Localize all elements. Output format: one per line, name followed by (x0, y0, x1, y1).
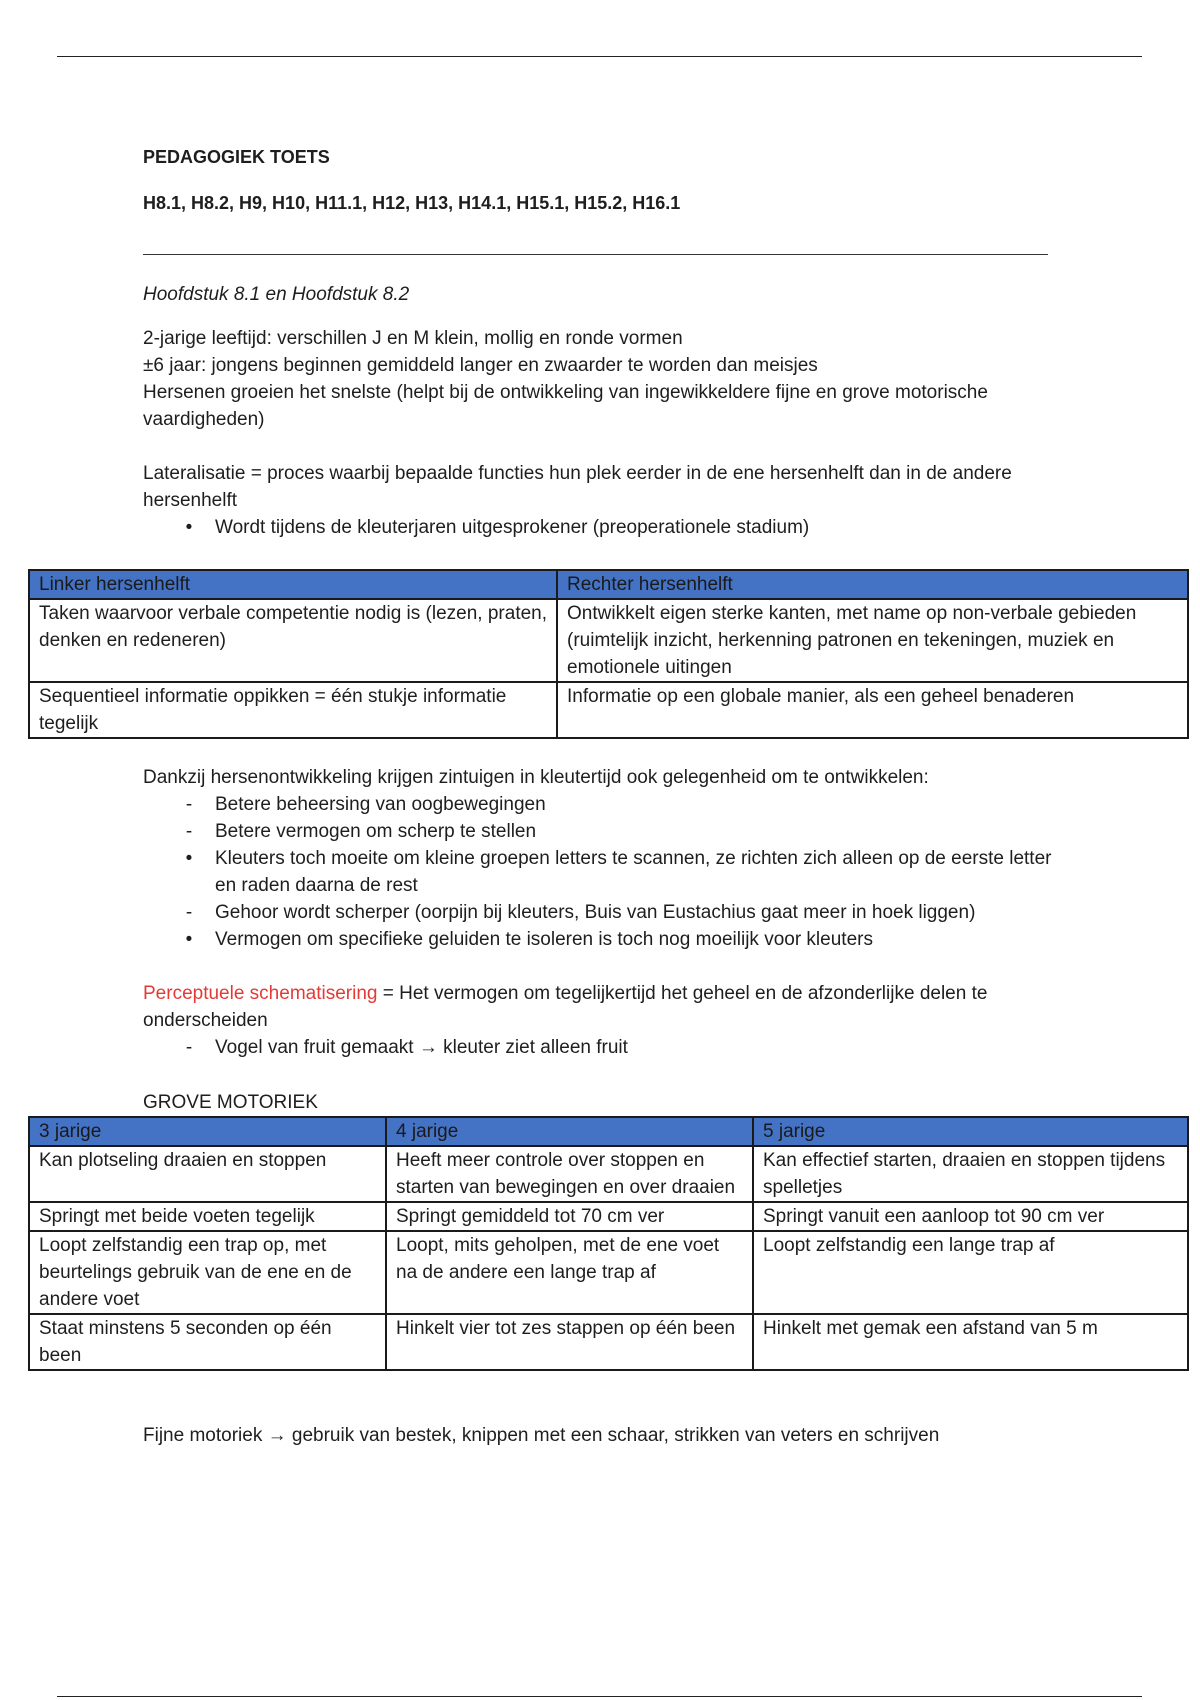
senses-paragraph (143, 764, 1063, 953)
table-row (29, 682, 1188, 738)
table-cell: Heeft meer controle over stoppen en starten van bewegingen en over draaien (386, 1146, 753, 1202)
table-cell: Informatie op een globale manier, als een geheel benaderen (557, 682, 1188, 738)
table-cell: Taken waarvoor verbale competentie nodig is (lezen, praten, denken en redeneren) (29, 599, 557, 682)
fine-motor-line: Fijne motoriek → gebruik van bestek, knippen met een schaar, strikken van veters en schrijven (143, 1425, 940, 1446)
senses-intro: Dankzij hersenontwikkeling krijgen zintuigen in kleutertijd ook gelegenheid om te ontwikkelen: (143, 767, 929, 788)
bullet-marker: • (185, 517, 193, 538)
table-cell: Loopt, mits geholpen, met de ene voet na de andere een lange trap af (386, 1231, 753, 1314)
table-header-cell: Linker hersenhelft (29, 570, 557, 599)
intro-line: 2-jarige leeftijd: verschillen J en M klein, mollig en ronde vormen (143, 328, 683, 349)
page-header-rule (57, 56, 1142, 57)
lateralisatie-definition: Lateralisatie = proces waarbij bepaalde functies hun plek eerder in de ene hersenhelft dan in de andere hersenhelft (143, 463, 1012, 511)
page-footer-rule (57, 1696, 1142, 1697)
perception-paragraph (143, 980, 1063, 1061)
list-marker: • (185, 848, 193, 869)
table-header-cell: 5 jarige (753, 1117, 1188, 1146)
table-cell: Springt gemiddeld tot 70 cm ver (386, 1202, 753, 1231)
table-header-row (29, 1117, 1188, 1146)
table-header-cell: Rechter hersenhelft (557, 570, 1188, 599)
table-cell: Hinkelt met gemak een afstand van 5 m (753, 1314, 1188, 1370)
list-marker: - (185, 821, 193, 842)
table-cell: Loopt zelfstandig een trap op, met beurtelings gebruik van de ene en de andere voet (29, 1231, 386, 1314)
title-separator (143, 254, 1048, 255)
table-cell: Sequentieel informatie oppikken = één stukje informatie tegelijk (29, 682, 557, 738)
list-marker: - (185, 902, 193, 923)
section-heading: Hoofdstuk 8.1 en Hoofdstuk 8.2 (143, 284, 410, 305)
table-header-cell: 4 jarige (386, 1117, 753, 1146)
highlighted-term: Perceptuele schematisering (143, 983, 378, 1004)
document-title: PEDAGOGIEK TOETS (143, 147, 330, 167)
list-item: - Betere vermogen om scherp te stellen (143, 818, 1063, 845)
lateralisatie-paragraph (143, 460, 1063, 541)
gross-motor-table (28, 1116, 1189, 1371)
table-cell: Loopt zelfstandig een lange trap af (753, 1231, 1188, 1314)
list-item: • Wordt tijdens de kleuterjaren uitgesprokener (preoperationele stadium) (143, 514, 1063, 541)
table-row (29, 599, 1188, 682)
table-header-row (29, 570, 1188, 599)
table-row (29, 1146, 1188, 1202)
intro-paragraph (143, 325, 1063, 433)
brain-hemisphere-table (28, 569, 1189, 739)
list-item: • Kleuters toch moeite om kleine groepen letters te scannen, ze richten zich alleen op de eerste letter en raden daarna de rest (143, 845, 1063, 899)
table-cell: Staat minstens 5 seconden op één been (29, 1314, 386, 1370)
table-cell: Kan effectief starten, draaien en stoppen tijdens spelletjes (753, 1146, 1188, 1202)
table-cell: Ontwikkelt eigen sterke kanten, met name op non-verbale gebieden (ruimtelijk inzicht, herkenning patronen en tekeningen, muziek en emotionele uitingen (557, 599, 1188, 682)
table-row (29, 1231, 1188, 1314)
table-cell: Springt vanuit een aanloop tot 90 cm ver (753, 1202, 1188, 1231)
list-item: - Betere beheersing van oogbewegingen (143, 791, 1063, 818)
table-header-cell: 3 jarige (29, 1117, 386, 1146)
list-marker: - (185, 1037, 193, 1058)
table-row (29, 1314, 1188, 1370)
table-row (29, 1202, 1188, 1231)
list-item: - Gehoor wordt scherper (oorpijn bij kleuters, Buis van Eustachius gaat meer in hoek liggen) (143, 899, 1063, 926)
motor-heading: GROVE MOTORIEK (143, 1092, 318, 1113)
list-marker: • (185, 929, 193, 950)
table-cell: Hinkelt vier tot zes stappen op één been (386, 1314, 753, 1370)
perception-definition: Perceptuele schematisering = Het vermogen om tegelijkertijd het geheel en de afzonderlijke delen te onderscheiden (143, 983, 988, 1031)
chapter-list: H8.1, H8.2, H9, H10, H11.1, H12, H13, H14.1, H15.1, H15.2, H16.1 (143, 193, 681, 213)
list-marker: - (185, 794, 193, 815)
list-item: • Vermogen om specifieke geluiden te isoleren is toch nog moeilijk voor kleuters (143, 926, 1063, 953)
list-item: - Vogel van fruit gemaakt → kleuter ziet alleen fruit (143, 1034, 1063, 1061)
table-cell: Springt met beide voeten tegelijk (29, 1202, 386, 1231)
intro-line: ±6 jaar: jongens beginnen gemiddeld langer en zwaarder te worden dan meisjes (143, 355, 818, 376)
table-cell: Kan plotseling draaien en stoppen (29, 1146, 386, 1202)
intro-line: Hersenen groeien het snelste (helpt bij de ontwikkeling van ingewikkeldere fijne en grove motorische vaardigheden) (143, 382, 988, 430)
